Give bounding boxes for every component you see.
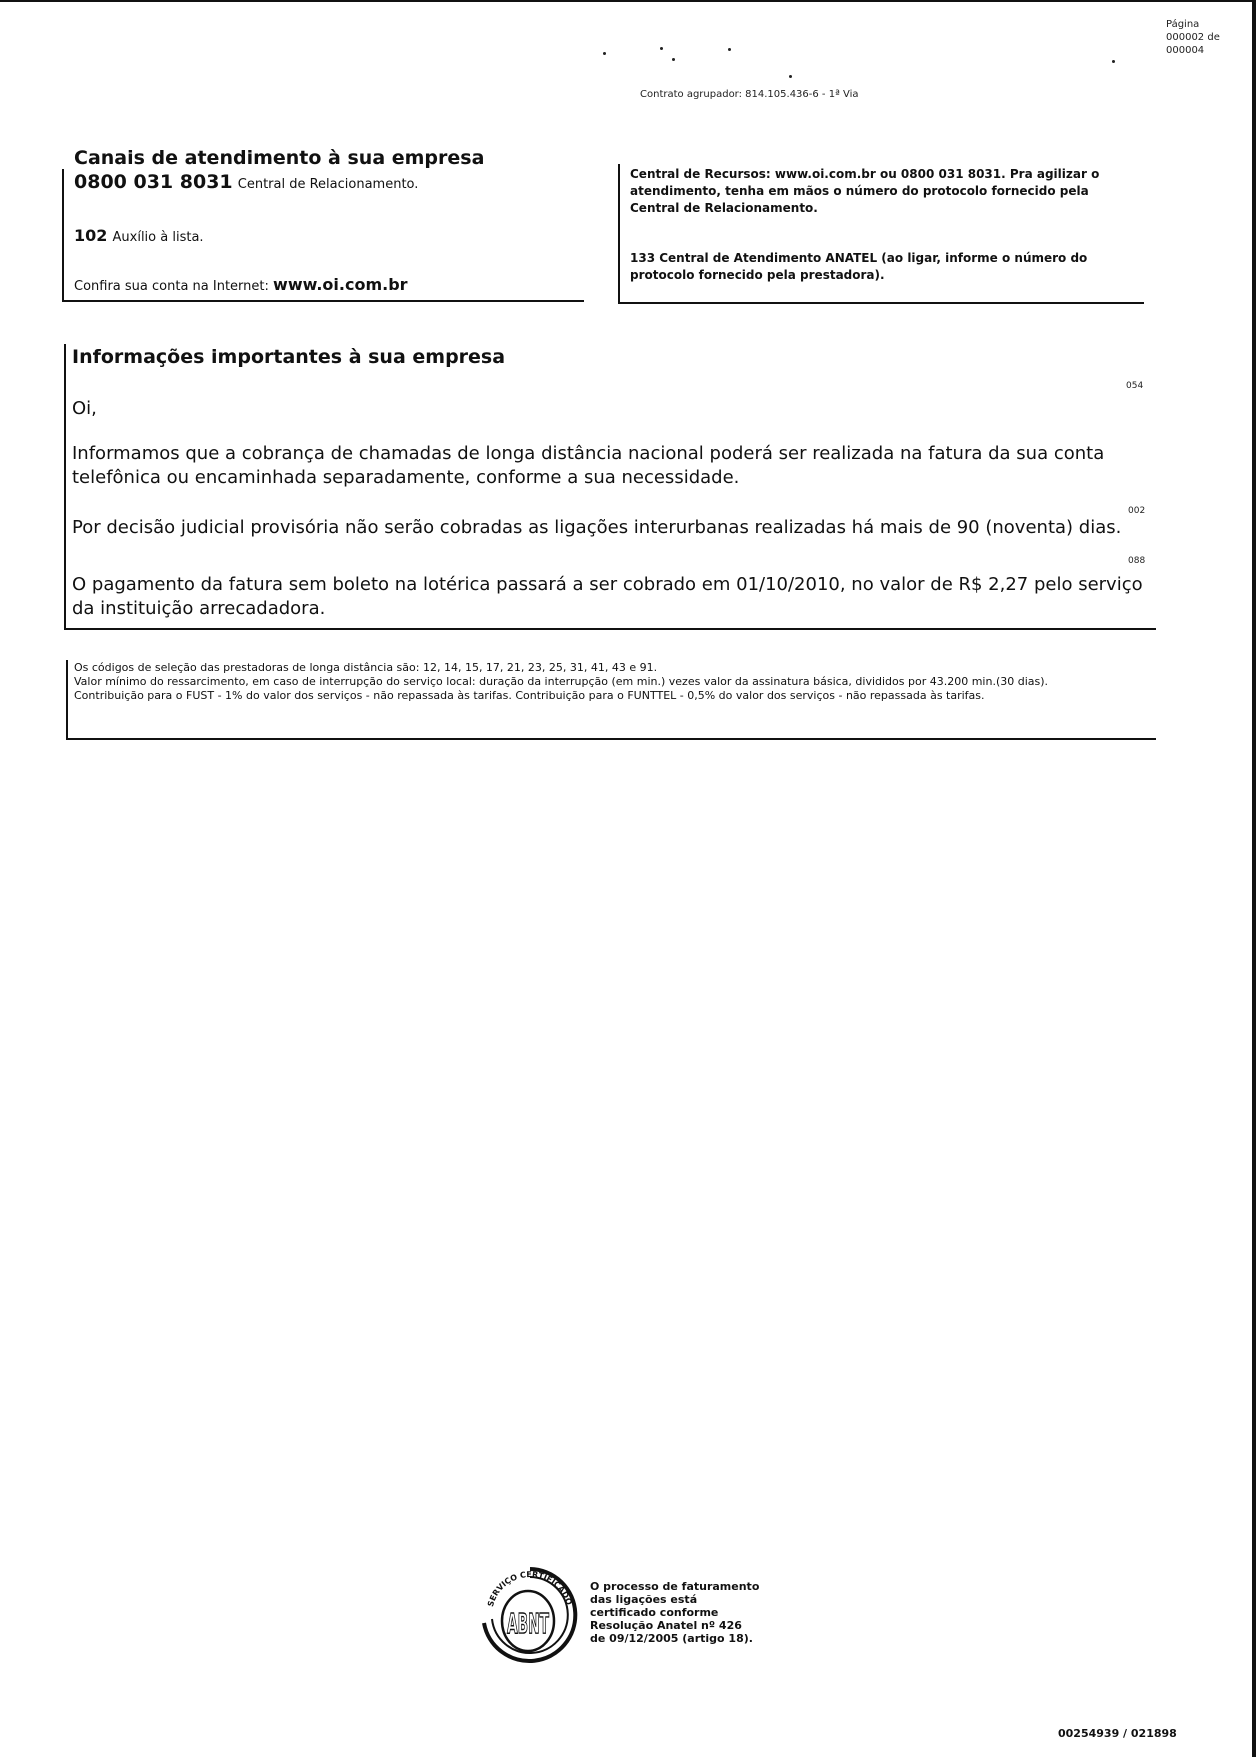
footnotes-box xyxy=(66,660,1156,742)
internet-line xyxy=(74,275,408,294)
footnote-line: Os códigos de seleção das prestadoras de longa distância são: 12, 14, 15, 17, 21, 23, 25, 31, 41, 43 e 91. xyxy=(74,661,658,674)
service-channels-box xyxy=(62,147,584,304)
page-label: Página xyxy=(1166,19,1200,30)
box-left-bottom-border xyxy=(62,300,584,302)
footnote-line: Contribuição para o FUST - 1% do valor dos serviços - não repassada às tarifas. Contribuição para o FUNTTEL - 0,5% do valor dos serviços - não repassada às tarifas. xyxy=(74,689,985,702)
footnote-line: Valor mínimo do ressarcimento, em caso de interrupção do serviço local: duração da interrupção (em min.) vezes valor da assinatura básica, divididos por 43.200 min.(30 dias). xyxy=(74,675,1049,688)
anatel-text: 133 Central de Atendimento ANATEL (ao ligar, informe o número do protocolo fornecido pela prestadora). xyxy=(630,251,1088,282)
footnotes-border xyxy=(66,660,68,740)
directory-desc: Auxílio à lista. xyxy=(112,230,204,245)
info-paragraph: Informamos que a cobrança de chamadas de longa distância nacional poderá ser realizada na fatura da sua conta telefônica ou encaminhada separadamente, conforme a sua necessidade. xyxy=(72,443,1105,488)
directory-number[interactable]: 102 xyxy=(74,226,108,245)
scan-speck xyxy=(660,47,663,50)
info-paragraph: Por decisão judicial provisória não serão cobradas as ligações interurbanas realizadas há mais de 90 (noventa) dias. xyxy=(72,517,1122,538)
service-channels-title: Canais de atendimento à sua empresa xyxy=(74,147,485,169)
info-box-border xyxy=(64,344,66,630)
seal-ring-text: SERVIÇO CERTIFICADO xyxy=(486,1569,574,1608)
important-info-box xyxy=(64,344,1156,632)
contract-number: Contrato agrupador: 814.105.436-6 - 1ª Via xyxy=(640,89,859,100)
relationship-phone-desc: Central de Relacionamento. xyxy=(237,177,419,192)
resources-text: Central de Recursos: www.oi.com.br ou 0800 031 8031. Pra agilizar o atendimento, tenha em mãos o número do protocolo fornecido pela Central de Relacionamento. xyxy=(630,167,1100,215)
top-border xyxy=(0,0,1256,2)
internet-label: Confira sua conta na Internet: xyxy=(74,279,269,294)
box-left-border xyxy=(62,169,64,301)
box-right-bottom-border xyxy=(618,302,1144,304)
relationship-phone-line xyxy=(74,171,418,193)
scan-speck xyxy=(728,48,731,51)
message-code: 002 xyxy=(1128,506,1146,516)
seal-letters: ABNT xyxy=(507,1607,549,1640)
important-info-title: Informações importantes à sua empresa xyxy=(72,346,506,368)
page-value: 000002 de 000004 xyxy=(1166,32,1220,56)
message-code: 088 xyxy=(1128,556,1146,566)
info-paragraph: O pagamento da fatura sem boleto na lotérica passará a ser cobrado em 01/10/2010, no valor de R$ 2,27 pelo serviço da instituição arrecadadora. xyxy=(72,574,1143,619)
document-number: 00254939 / 021898 xyxy=(1058,1727,1177,1740)
info-box-bottom-border xyxy=(64,628,1156,630)
scan-speck xyxy=(672,58,675,61)
abnt-seal-icon xyxy=(470,1553,585,1673)
scan-speck xyxy=(603,52,606,55)
box-right-border xyxy=(618,164,620,304)
greeting: Oi, xyxy=(72,398,97,419)
scan-speck xyxy=(789,75,792,78)
page-counter xyxy=(1166,18,1246,57)
directory-line xyxy=(74,226,204,245)
resources-box xyxy=(618,164,1144,306)
right-page-edge xyxy=(1252,0,1256,1757)
footnotes-text xyxy=(74,661,1149,703)
seal-caption: O processo de faturamento das ligações está certificado conforme Resolução Anatel nº 426 de 09/12/2005 (artigo 18). xyxy=(590,1580,760,1645)
scan-speck xyxy=(1112,60,1115,63)
footnotes-bottom-border xyxy=(66,738,1156,740)
internet-url[interactable]: www.oi.com.br xyxy=(273,275,408,294)
relationship-phone[interactable]: 0800 031 8031 xyxy=(74,171,233,193)
message-code: 054 xyxy=(1126,381,1144,391)
svg-text:SERVIÇO CERTIFICADO xyxy=(486,1570,574,1608)
